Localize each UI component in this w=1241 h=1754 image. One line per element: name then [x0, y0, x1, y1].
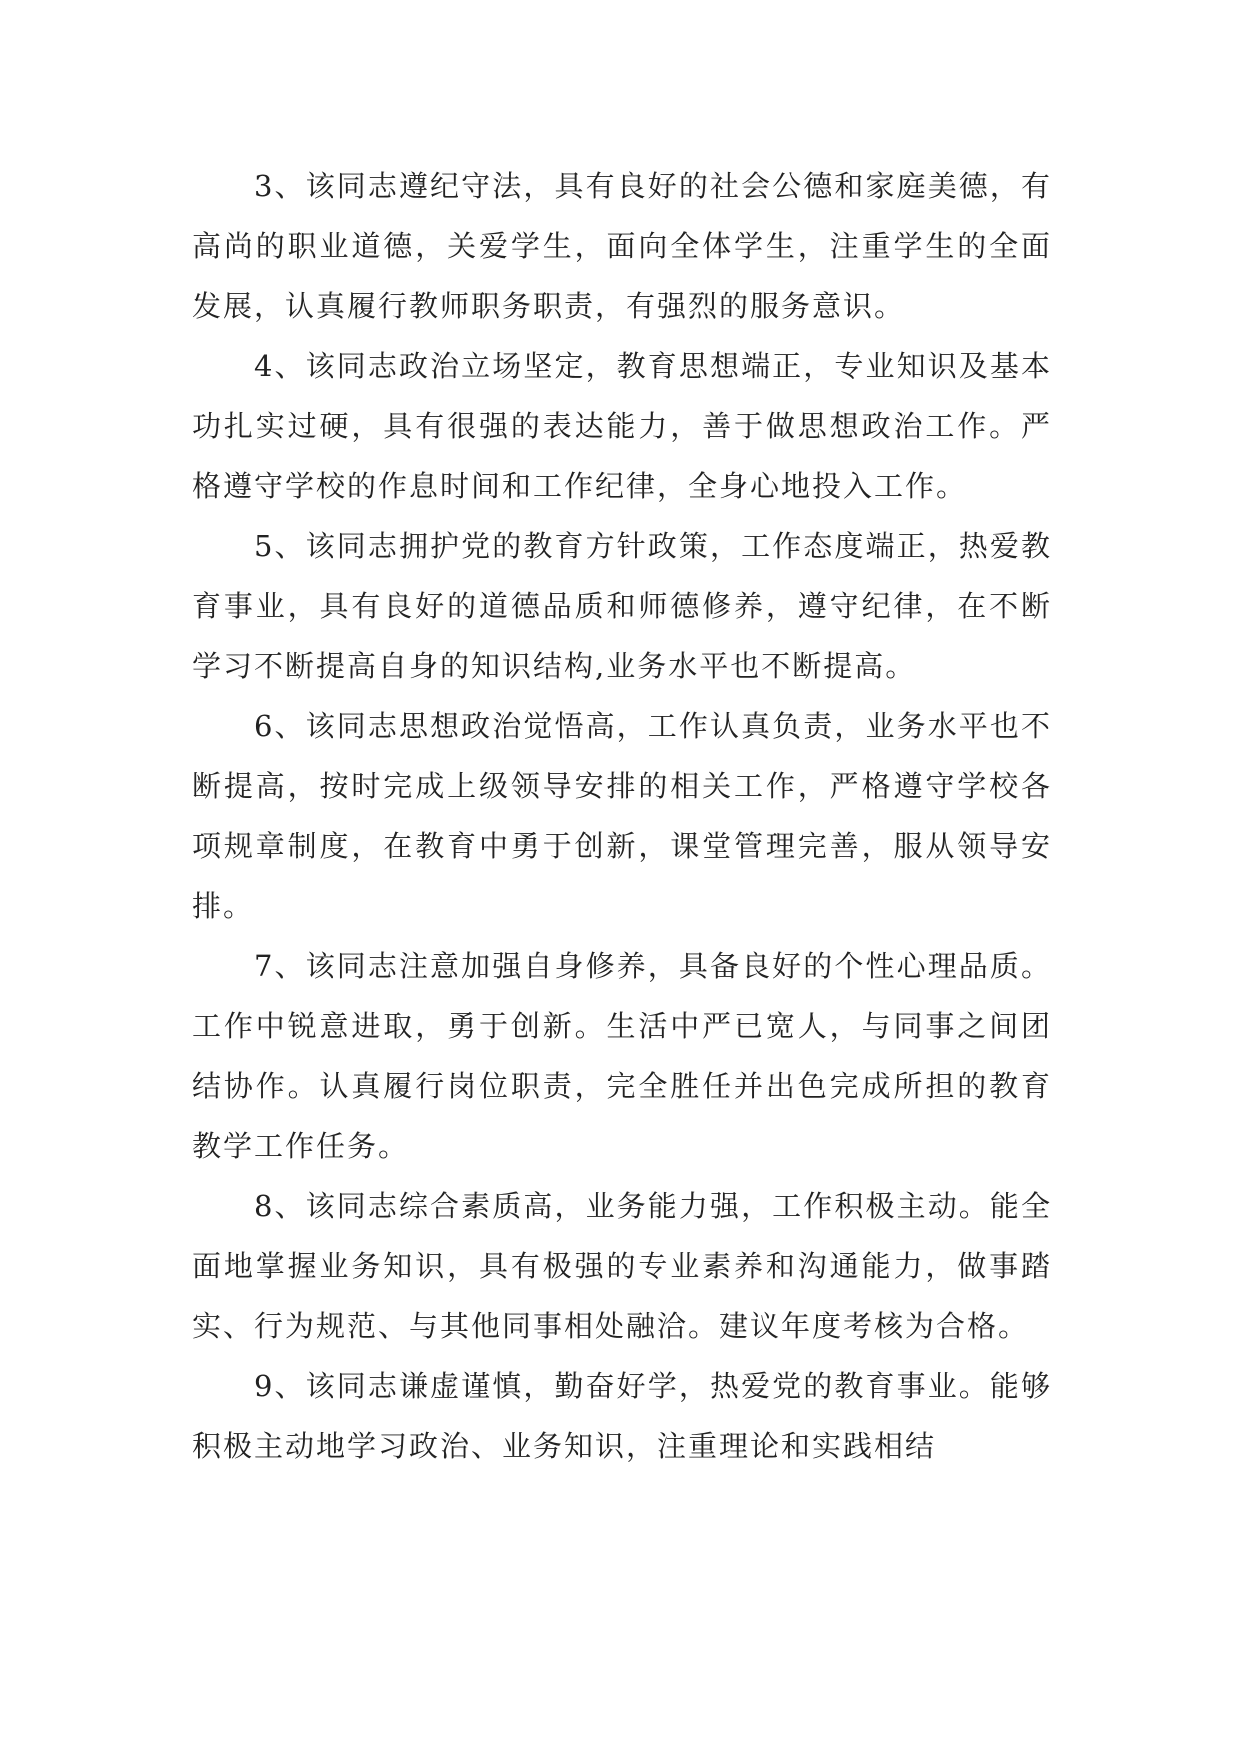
paragraph-9: 9、该同志谦虚谨慎，勤奋好学，热爱党的教育事业。能够积极主动地学习政治、业务知识，注重理论和实践相结 [192, 1369, 1052, 1463]
paragraph-5: 5、该同志拥护党的教育方针政策，工作态度端正，热爱教育事业，具有良好的道德品质和师德修养，遵守纪律，在不断学习不断提高自身的知识结构,业务水平也不断提高。 [192, 529, 1052, 683]
paragraph-3: 3、该同志遵纪守法，具有良好的社会公德和家庭美德，有高尚的职业道德，关爱学生，面向全体学生，注重学生的全面发展，认真履行教师职务职责，有强烈的服务意识。 [192, 169, 1052, 323]
document-body [192, 156, 1052, 1476]
paragraph-8: 8、该同志综合素质高，业务能力强，工作积极主动。能全面地掌握业务知识，具有极强的专业素养和沟通能力，做事踏实、行为规范、与其他同事相处融洽。建议年度考核为合格。 [192, 1189, 1052, 1343]
paragraph-6: 6、该同志思想政治觉悟高，工作认真负责，业务水平也不断提高，按时完成上级领导安排的相关工作，严格遵守学校各项规章制度，在教育中勇于创新，课堂管理完善，服从领导安排。 [192, 709, 1052, 923]
paragraph-7: 7、该同志注意加强自身修养，具备良好的个性心理品质。工作中锐意进取，勇于创新。生活中严已宽人，与同事之间团结协作。认真履行岗位职责，完全胜任并出色完成所担的教育教学工作任务。 [192, 949, 1052, 1163]
paragraph-4: 4、该同志政治立场坚定，教育思想端正，专业知识及基本功扎实过硬，具有很强的表达能力，善于做思想政治工作。严格遵守学校的作息时间和工作纪律，全身心地投入工作。 [192, 349, 1052, 503]
